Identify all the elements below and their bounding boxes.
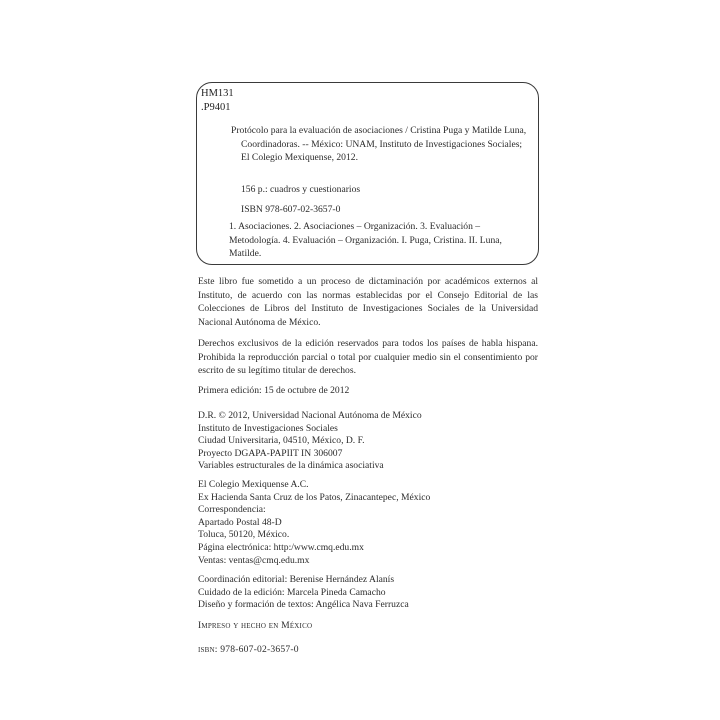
- call-number-line: .P9401: [201, 102, 231, 113]
- publisher-line: Instituto de Investigaciones Sociales: [198, 422, 338, 434]
- subjects-line: 1. Asociaciones. 2. Asociaciones – Organización. 3. Evaluación –: [229, 221, 481, 232]
- unam-publisher-block: [198, 410, 422, 473]
- website-line: Página electrónica: http:/www.cmq.edu.mx: [198, 541, 364, 553]
- entry-line: Coordinadoras. -- México: UNAM, Instituto de Investigaciones Sociales;: [241, 138, 523, 150]
- publisher-line: Toluca, 50120, México.: [198, 529, 290, 541]
- credit-line: Diseño y formación de textos: Angélica Nava Ferruzca: [198, 599, 409, 611]
- printed-in: Impreso y hecho en México: [198, 620, 313, 631]
- publisher-line: Correspondencia:: [198, 504, 266, 516]
- first-edition: Primera edición: 15 de octubre de 2012: [198, 385, 350, 396]
- publisher-line: Ciudad Universitaria, 04510, México, D. F.: [198, 435, 365, 447]
- sales-email-line: Ventas: ventas@cmq.edu.mx: [198, 554, 310, 566]
- catalog-subjects: [229, 220, 529, 261]
- catalog-isbn: ISBN 978-607-02-3657-0: [241, 204, 341, 215]
- subjects-line: Matilde.: [229, 248, 262, 259]
- publisher-line: Proyecto DGAPA-PAPIIT IN 306007: [198, 447, 343, 459]
- call-number: [201, 87, 234, 115]
- entry-line: El Colegio Mexiquense, 2012.: [241, 152, 358, 163]
- colegio-publisher-block: [198, 479, 430, 567]
- credit-line: Cuidado de la edición: Marcela Pineda Camacho: [198, 586, 386, 598]
- catalog-pages: 156 p.: cuadros y cuestionarios: [241, 184, 361, 195]
- editorial-credits-block: [198, 574, 409, 612]
- rights-notice: Derechos exclusivos de la edición reservados para todos los países de habla hispana. Prohibida la reproducción parcial o total por cualquier medio sin el consentimiento por escrito de su legítimo titular de derechos.: [198, 338, 538, 376]
- catalog-card: [196, 82, 539, 265]
- subjects-line: Metodología. 4. Evaluación – Organización. I. Puga, Cristina. II. Luna,: [229, 234, 502, 246]
- isbn-footer: isbn: 978-607-02-3657-0: [198, 644, 299, 655]
- credit-line: Coordinación editorial: Berenise Hernández Alanís: [198, 574, 395, 585]
- publisher-line: D.R. © 2012, Universidad Nacional Autónoma de México: [198, 410, 422, 421]
- publisher-line: Variables estructurales de la dinámica asociativa: [198, 460, 384, 472]
- review-notice: Este libro fue sometido a un proceso de dictaminación por académicos externos al Instituto, de acuerdo con las normas establecidas por el Consejo Editorial de las Colecciones de Libros del Instituto de Investigaciones Sociales de la Universidad Nacional Autónoma de México.: [198, 276, 538, 328]
- publisher-line: Ex Hacienda Santa Cruz de los Patos, Zinacantepec, México: [198, 491, 431, 503]
- entry-line: Protócolo para la evaluación de asociaciones / Cristina Puga y Matilde Luna,: [231, 125, 527, 136]
- call-number-line: HM131: [201, 88, 234, 99]
- publisher-line: El Colegio Mexiquense A.C.: [198, 479, 309, 490]
- publisher-line: Apartado Postal 48-D: [198, 516, 282, 528]
- catalog-entry: [231, 124, 531, 165]
